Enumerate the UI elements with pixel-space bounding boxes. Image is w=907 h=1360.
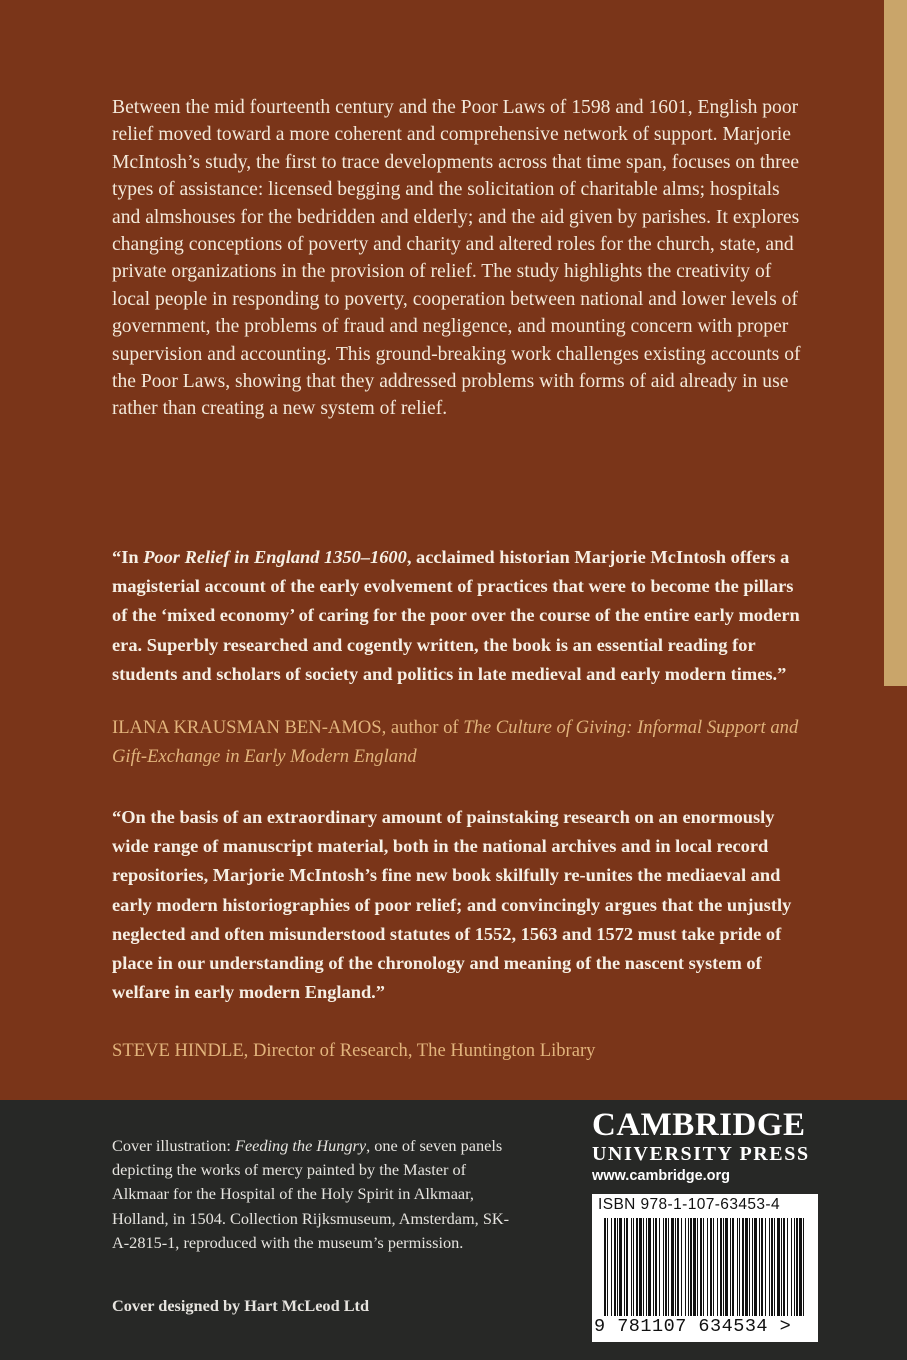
cover-designer-credit: Cover designed by Hart McLeod Ltd: [112, 1296, 370, 1315]
endorsement-attribution-2: STEVE HINDLE, Director of Research, The Huntington Library: [112, 1040, 596, 1061]
quote-1-book-title: Poor Relief in England 1350–1600: [143, 547, 407, 567]
endorsement-quote-2: “On the basis of an extraordinary amount of painstaking research on an enormously wide range of manuscript material, both in the national archives and in local record repositories, Marjorie McIntosh’s fine new book skilfully re-unites the mediaeval and early modern historiographies of poor relief; and convincingly argues that the unjustly neglected and often misunderstood statutes of 1552, 1563 and 1572 must take pride of place in our understanding of the chronology and meaning of the nascent system of welfare in early modern England.”: [112, 807, 792, 1003]
book-description: Between the mid fourteenth century and the Poor Laws of 1598 and 1601, English poor relief moved toward a more coherent and comprehensive network of support. Marjorie McIntosh’s study, the first to trace developments across that time span, focuses on three types of assistance: licensed begging and the solicitation of charitable alms; hospitals and almshouses for the bedridden and elderly; and the aid given by parishes. It explores changing conceptions of poverty and charity and altered roles for the church, state, and private organizations in the provision of relief. The study highlights the creativity of local people in responding to poverty, cooperation between national and lower levels of government, the problems of fraud and negligence, and mounting concern with proper supervision and accounting. This ground-breaking work challenges existing accounts of the Poor Laws, showing that they addressed problems with forms of aid already in use rather than creating a new system of relief.: [112, 97, 801, 420]
quote-1-open: “In: [112, 547, 144, 567]
illustration-title: Feeding the Hungry: [235, 1136, 367, 1155]
illustration-details: , one of seven panels depicting the works of mercy painted by the Master of Alkmaar for the Hospital of the Holy Spirit in Alkmaar, Holland, in 1504. Collection Rijksmuseum, Amsterdam, SK-A-2815-1, reproduced with the museum’s permission.: [112, 1136, 510, 1252]
publisher-logo-subtitle: UNIVERSITY PRESS: [592, 1143, 810, 1165]
spine-edge-strip: [884, 0, 907, 686]
illustration-prefix: Cover illustration:: [112, 1136, 235, 1155]
publisher-logo-name: CAMBRIDGE: [592, 1107, 806, 1143]
endorsement-quote-1: [112, 543, 802, 689]
barcode-digits: 9 781107 634534 >: [594, 1316, 792, 1337]
isbn-barcode: [592, 1194, 818, 1342]
endorsement-attribution-1: [112, 713, 812, 771]
isbn-label: ISBN 978-1-107-63453-4: [598, 1196, 780, 1213]
barcode-bars-icon: [604, 1218, 806, 1316]
quote-1-text: , acclaimed historian Marjorie McIntosh offers a magisterial account of the early evolvement of practices that were to become the pillars of the ‘mixed economy’ of caring for the poor over the course of the entire early modern era. Superbly researched and cogently written, the book is an essential reading for students and scholars of society and politics in late medieval and early modern times.”: [112, 547, 800, 684]
attribution-1-work: The Culture of Giving: Informal Support and Gift-Exchange in Early Modern England: [112, 717, 799, 767]
cover-illustration-credit: [112, 1134, 512, 1255]
attribution-1-name: ILANA KRAUSMAN BEN-AMOS, author of: [112, 717, 464, 738]
publisher-website: www.cambridge.org: [592, 1168, 731, 1184]
